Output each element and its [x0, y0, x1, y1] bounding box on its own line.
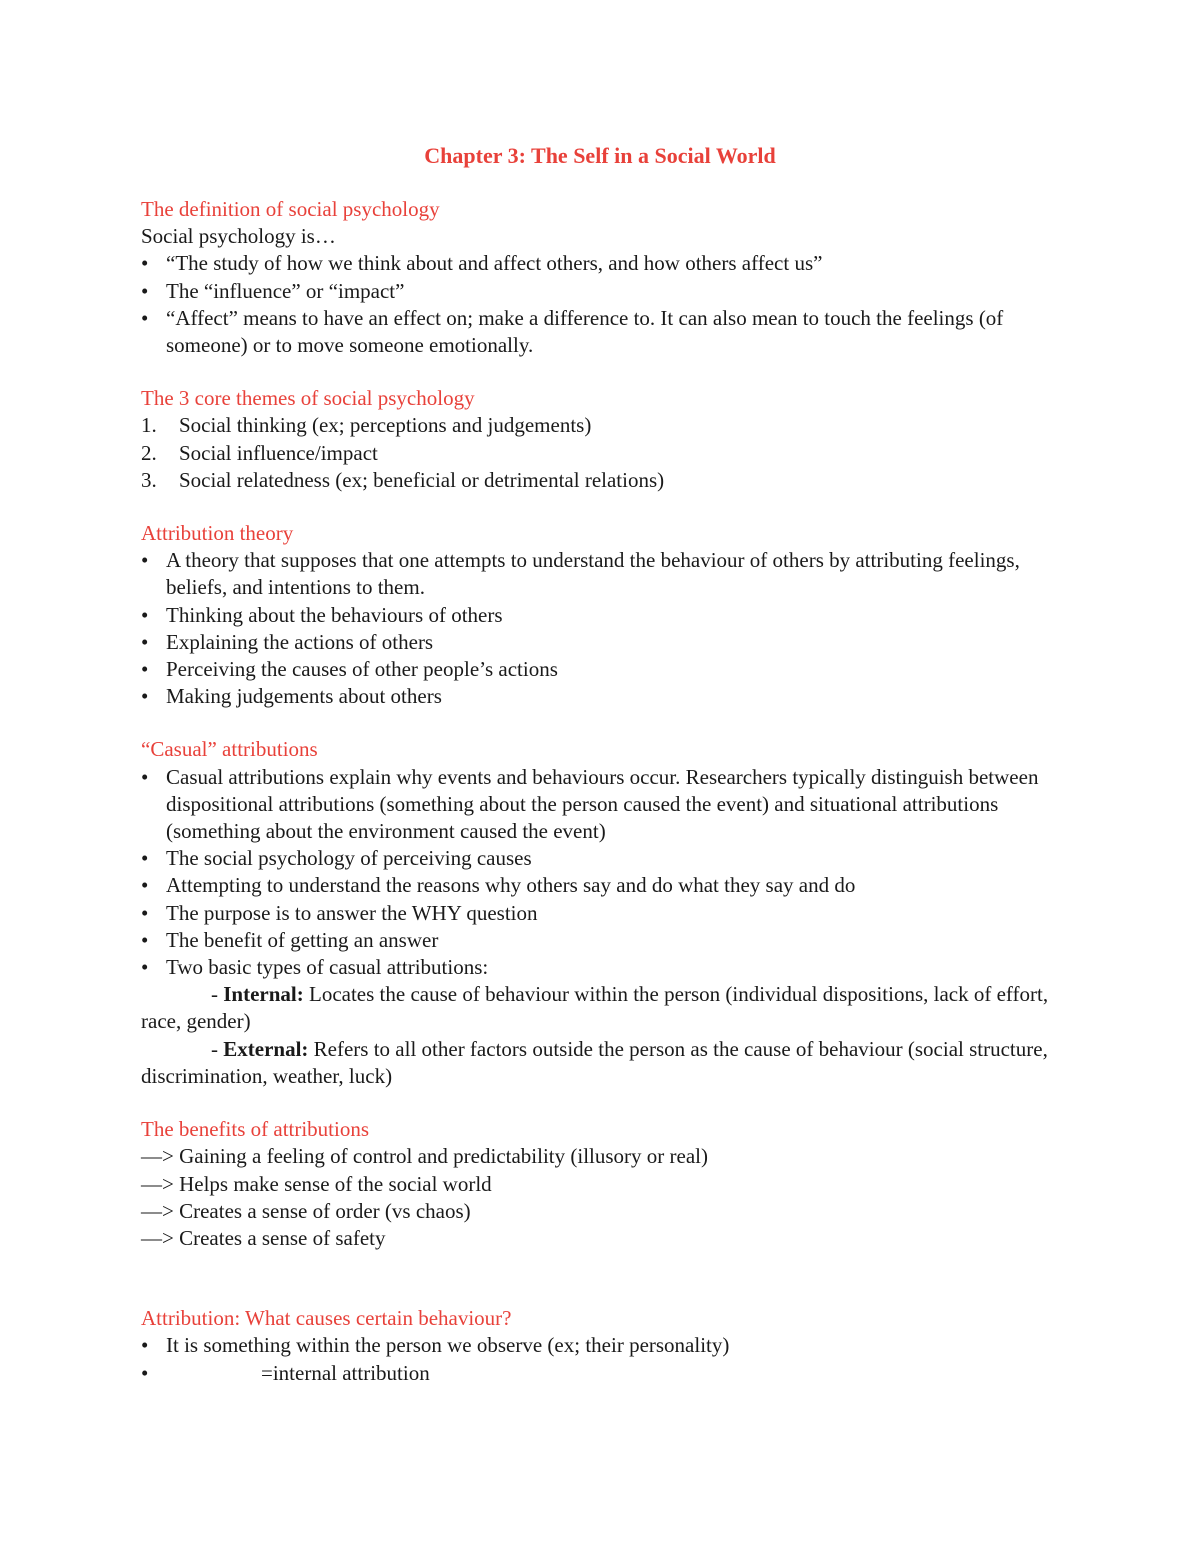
list-item: • The social psychology of perceiving causes	[141, 845, 1076, 872]
list-item: 2. Social influence/impact	[141, 440, 378, 465]
list-item: • “The study of how we think about and affect others, and how others affect us”	[141, 250, 1076, 277]
list-item: • Attempting to understand the reasons why others say and do what they say and do	[141, 872, 1076, 899]
list-item: • “Affect” means to have an effect on; make a difference to. It can also mean to touch the feelings (of someone) or to move someone emotionally.	[141, 305, 1004, 358]
section-heading: The definition of social psychology	[141, 197, 440, 221]
list-item: • Two basic types of casual attributions:	[141, 954, 1076, 981]
external-attribution-paragraph: - External: Refers to all other factors outside the person as the cause of behaviour (social structure, discrimination, weather, luck)	[141, 1036, 1048, 1088]
external-label: External:	[223, 1036, 309, 1061]
document-body	[141, 196, 1076, 1387]
bullet-icon: •	[141, 305, 149, 330]
bullet-icon: •	[141, 684, 149, 709]
bullet-icon: •	[141, 657, 149, 682]
list-item: • A theory that supposes that one attempts to understand the behaviour of others by attributing feelings, beliefs, and intentions to them.	[141, 548, 1020, 600]
internal-attribution-paragraph: - Internal: Locates the cause of behaviour within the person (individual dispositions, lack of effort, race, gender)	[141, 982, 1049, 1034]
list-item: • It is something within the person we observe (ex; their personality)	[141, 1332, 1076, 1359]
bullet-icon: •	[141, 873, 149, 898]
bullet-icon: •	[141, 1333, 149, 1358]
list-item: • Making judgements about others	[141, 683, 1076, 710]
bullet-icon: •	[141, 846, 149, 871]
bullet-icon: •	[141, 278, 149, 303]
list-item: • Casual attributions explain why events and behaviours occur. Researchers typically distinguish between dispositional attributions (something about the person caused the event) and situational attributions (something about the environment caused the event)	[141, 764, 1039, 844]
bullet-icon: •	[141, 548, 149, 573]
internal-label: Internal:	[223, 982, 304, 1007]
list-item: • Thinking about the behaviours of others	[141, 602, 1076, 629]
section-heading: Attribution theory	[141, 521, 294, 546]
list-item: • Perceiving the causes of other people’s actions	[141, 656, 1076, 683]
bullet-icon: •	[141, 900, 149, 925]
bullet-icon: •	[141, 602, 149, 627]
bullet-icon: •	[141, 955, 149, 980]
list-item: 3. Social relatedness (ex; beneficial or detrimental relations)	[141, 467, 665, 492]
section-heading: Attribution: What causes certain behaviour?	[141, 1306, 512, 1331]
arrow-line: —> Creates a sense of safety	[141, 1225, 386, 1250]
list-item: • =internal attribution	[141, 1360, 1076, 1387]
section-heading: “Casual” attributions	[141, 737, 318, 762]
bullet-icon: •	[141, 251, 149, 276]
bullet-icon: •	[141, 927, 149, 952]
page-title: Chapter 3: The Self in a Social World	[424, 143, 776, 168]
paragraph: Social psychology is…	[141, 224, 336, 249]
arrow-line: —> Creates a sense of order (vs chaos)	[141, 1198, 471, 1223]
arrow-line: —> Gaining a feeling of control and predictability (illusory or real)	[141, 1144, 708, 1169]
list-item: • The purpose is to answer the WHY question	[141, 900, 1076, 927]
bullet-icon: •	[141, 629, 149, 654]
list-item: • The benefit of getting an answer	[141, 927, 1076, 954]
bullet-icon: •	[141, 1360, 149, 1385]
arrow-line: —> Helps make sense of the social world	[141, 1171, 492, 1196]
section-heading: The benefits of attributions	[141, 1117, 370, 1142]
section-heading: The 3 core themes of social psychology	[141, 386, 475, 411]
list-item: • The “influence” or “impact”	[141, 278, 1076, 305]
bullet-icon: •	[141, 764, 149, 789]
list-item: 1. Social thinking (ex; perceptions and judgements)	[141, 413, 592, 438]
list-item: • Explaining the actions of others	[141, 629, 1076, 656]
